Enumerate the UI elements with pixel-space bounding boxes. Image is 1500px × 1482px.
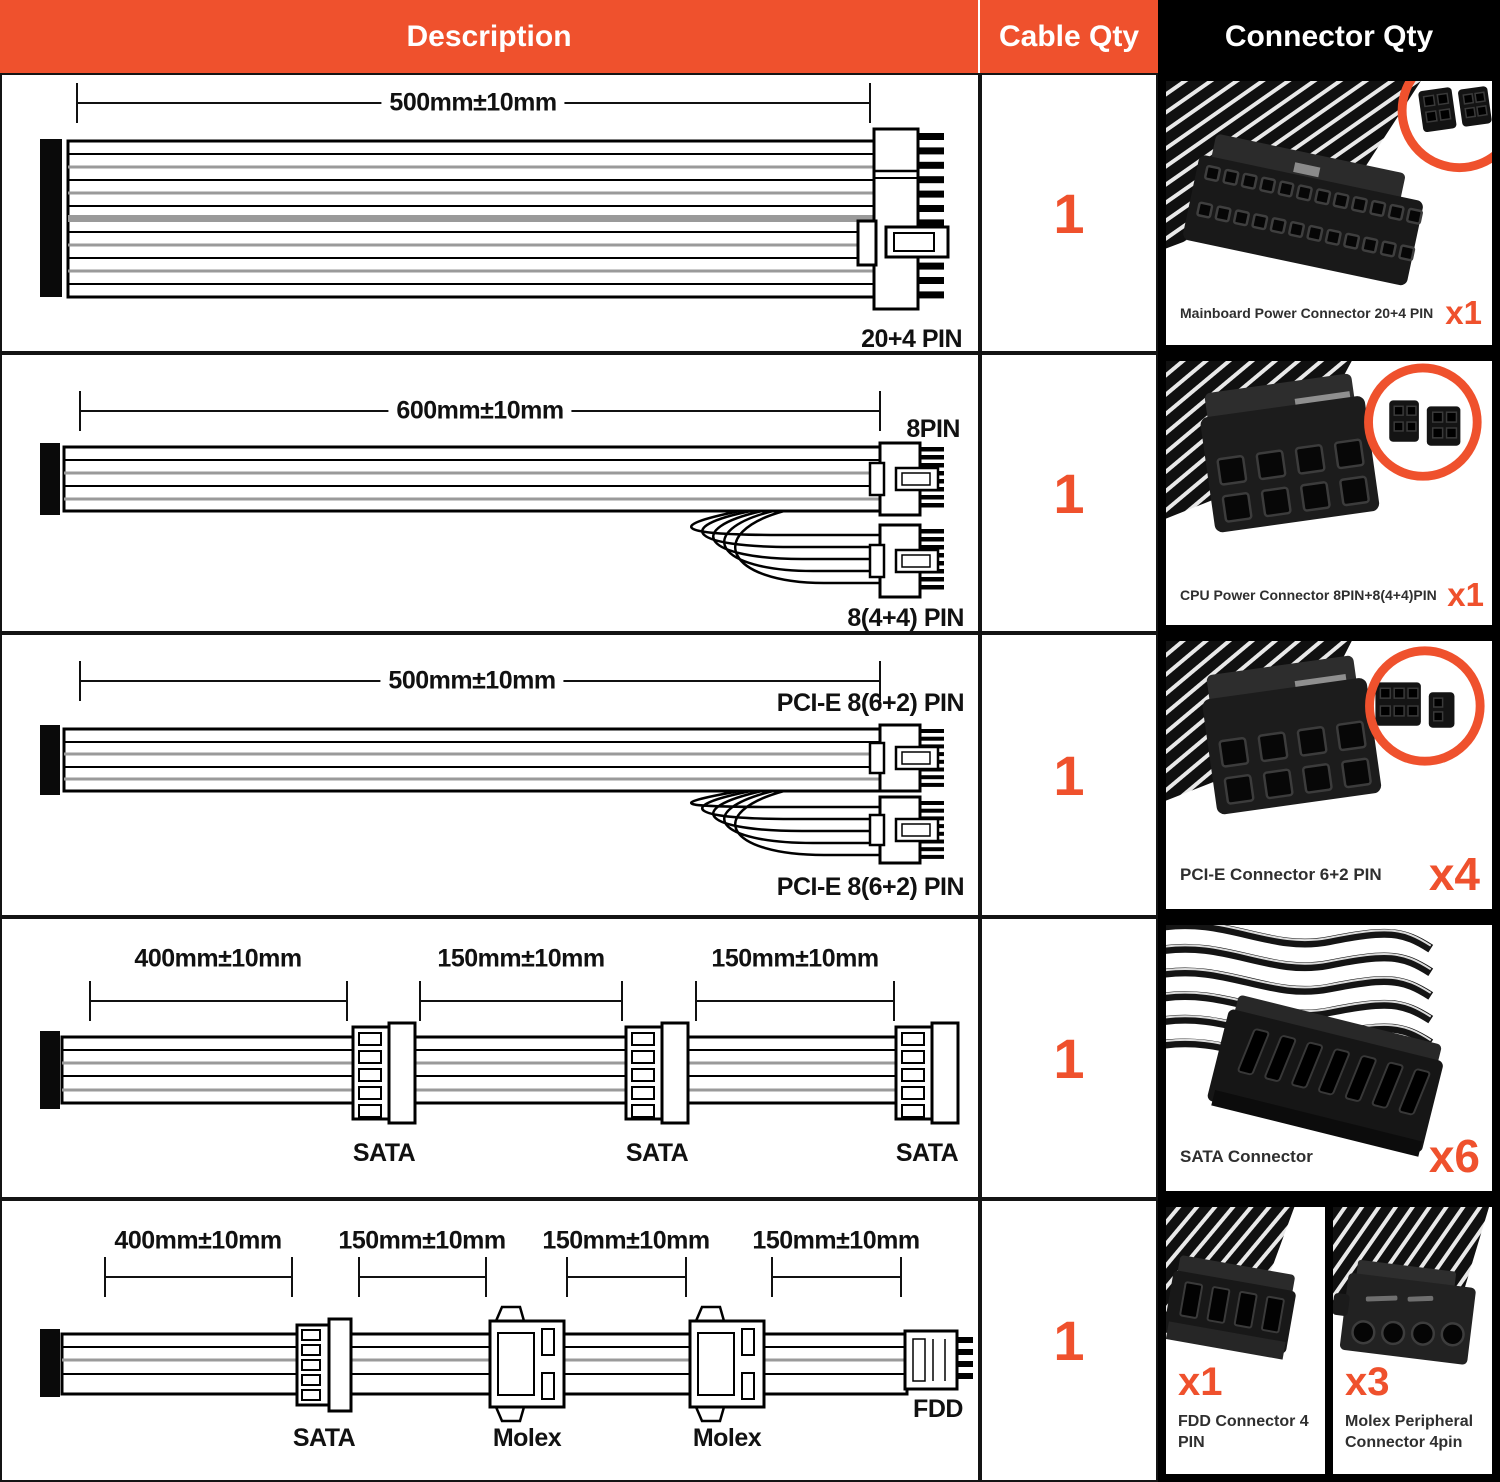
- dimension-label: 400mm±10mm: [126, 945, 309, 974]
- connector-8pin-drawing: [870, 443, 944, 515]
- connector-label-fdd: FDD: [913, 1395, 963, 1423]
- cable-qty-value: 1: [1053, 1026, 1085, 1090]
- cable-qty-value: 1: [1053, 461, 1085, 525]
- description-cell-sata-cable: [0, 917, 980, 1199]
- header-description-label: Description: [406, 19, 572, 53]
- molex-connector-photo: [1333, 1207, 1492, 1474]
- photo-caption: FDD Connector 4 PIN: [1178, 1413, 1309, 1452]
- cable-qty-cell-row2: [980, 353, 1158, 633]
- dimension-label: 600mm±10mm: [388, 397, 571, 426]
- photo-caption: PCI-E Connector 6+2 PIN: [1180, 865, 1382, 884]
- description-cell-cpu-cable: [0, 353, 980, 633]
- connector-photo-cell-row3: [1158, 633, 1500, 917]
- sata-inline-connector-drawing: [297, 1319, 351, 1411]
- photo-caption: Mainboard Power Connector 20+4 PIN: [1180, 305, 1434, 321]
- header-connector-qty-label: Connector Qty: [1224, 19, 1434, 53]
- connector-label-pcie-upper: PCI-E 8(6+2) PIN: [776, 689, 964, 717]
- cable-qty-cell-row1: [980, 73, 1158, 353]
- connector-label-sata-1: SATA: [352, 1139, 416, 1167]
- connector-photo-cell-row5: [1158, 1199, 1500, 1482]
- photo-caption: SATA Connector: [1180, 1147, 1313, 1166]
- connector-count: x1: [1445, 294, 1482, 331]
- connector-label-molex-2: Molex: [692, 1424, 762, 1452]
- connector-label-8pin: 8PIN: [906, 415, 960, 443]
- dimension-label: 150mm±10mm: [330, 1227, 513, 1256]
- connector-pcie-upper-drawing: [870, 725, 944, 791]
- connector-label-sata: SATA: [292, 1424, 356, 1452]
- connector-pcie-lower-drawing: [870, 797, 944, 863]
- connector-label-20-4-pin: 20+4 PIN: [861, 325, 962, 353]
- connector-8-4-4-pin-drawing: [870, 525, 944, 597]
- connector-label-sata-3: SATA: [895, 1139, 959, 1167]
- header-cable-qty-label: Cable Qty: [998, 19, 1140, 53]
- cpu-connector-photo-art: [1166, 361, 1492, 625]
- photo-caption: CPU Power Connector 8PIN+8(4+4)PIN: [1180, 587, 1437, 603]
- dimension-label: 150mm±10mm: [703, 945, 886, 974]
- connector-photo-cell-row2: [1158, 353, 1500, 633]
- mainboard-connector-photo: [1166, 81, 1492, 345]
- connector-count: x1: [1178, 1360, 1223, 1405]
- cable-qty-value: 1: [1053, 1309, 1085, 1372]
- connector-photo-cell-row4: [1158, 917, 1500, 1199]
- molex-connector-drawing-2: [690, 1307, 764, 1421]
- cable-sleeve-end: [40, 139, 62, 297]
- dimension-label: 400mm±10mm: [106, 1227, 289, 1256]
- header-connector-qty: [1158, 0, 1500, 73]
- cable-qty-value: 1: [1053, 743, 1085, 807]
- description-cell-pcie-cable: [0, 633, 980, 917]
- connector-count: x6: [1428, 1130, 1480, 1182]
- connector-count: x4: [1428, 848, 1480, 900]
- connector-label-molex-1: Molex: [492, 1424, 562, 1452]
- dimension-label: 500mm±10mm: [380, 667, 563, 696]
- description-cell-mainboard-cable: [0, 73, 980, 353]
- cable-qty-cell-row3: [980, 633, 1158, 917]
- pcie-connector-photo: [1166, 641, 1492, 909]
- connector-count: x3: [1345, 1360, 1390, 1405]
- description-cell-peripheral-cable: [0, 1199, 980, 1482]
- highlight-ring-icon: [1369, 368, 1478, 476]
- dimension-label: 150mm±10mm: [429, 945, 612, 974]
- cable-qty-cell-row4: [980, 917, 1158, 1199]
- connector-label-sata-2: SATA: [625, 1139, 689, 1167]
- cpu-connector-photo: [1166, 361, 1492, 625]
- dimension-label: 150mm±10mm: [534, 1227, 717, 1256]
- cable-qty-value: 1: [1053, 181, 1085, 245]
- sata-connector-photo: [1166, 925, 1492, 1191]
- header-description: [0, 0, 980, 73]
- connector-label-8-4-4-pin: 8(4+4) PIN: [847, 604, 964, 632]
- fdd-photo-text: [1178, 1362, 1323, 1454]
- dimension-label: 500mm±10mm: [381, 89, 564, 118]
- cable-qty-cell-row5: [980, 1199, 1158, 1482]
- photo-caption: Molex Peripheral Connector 4pin: [1345, 1413, 1474, 1452]
- molex-photo-text: [1345, 1362, 1490, 1454]
- dimension-label: 150mm±10mm: [744, 1227, 927, 1256]
- fdd-connector-drawing: [905, 1331, 973, 1389]
- fdd-connector-photo: [1166, 1207, 1325, 1474]
- header-cable-qty: [980, 0, 1158, 73]
- connector-photo-cell-row1: [1158, 73, 1500, 353]
- connector-count: x1: [1447, 576, 1484, 613]
- molex-connector-drawing-1: [490, 1307, 564, 1421]
- connector-label-pcie-lower: PCI-E 8(6+2) PIN: [776, 873, 964, 901]
